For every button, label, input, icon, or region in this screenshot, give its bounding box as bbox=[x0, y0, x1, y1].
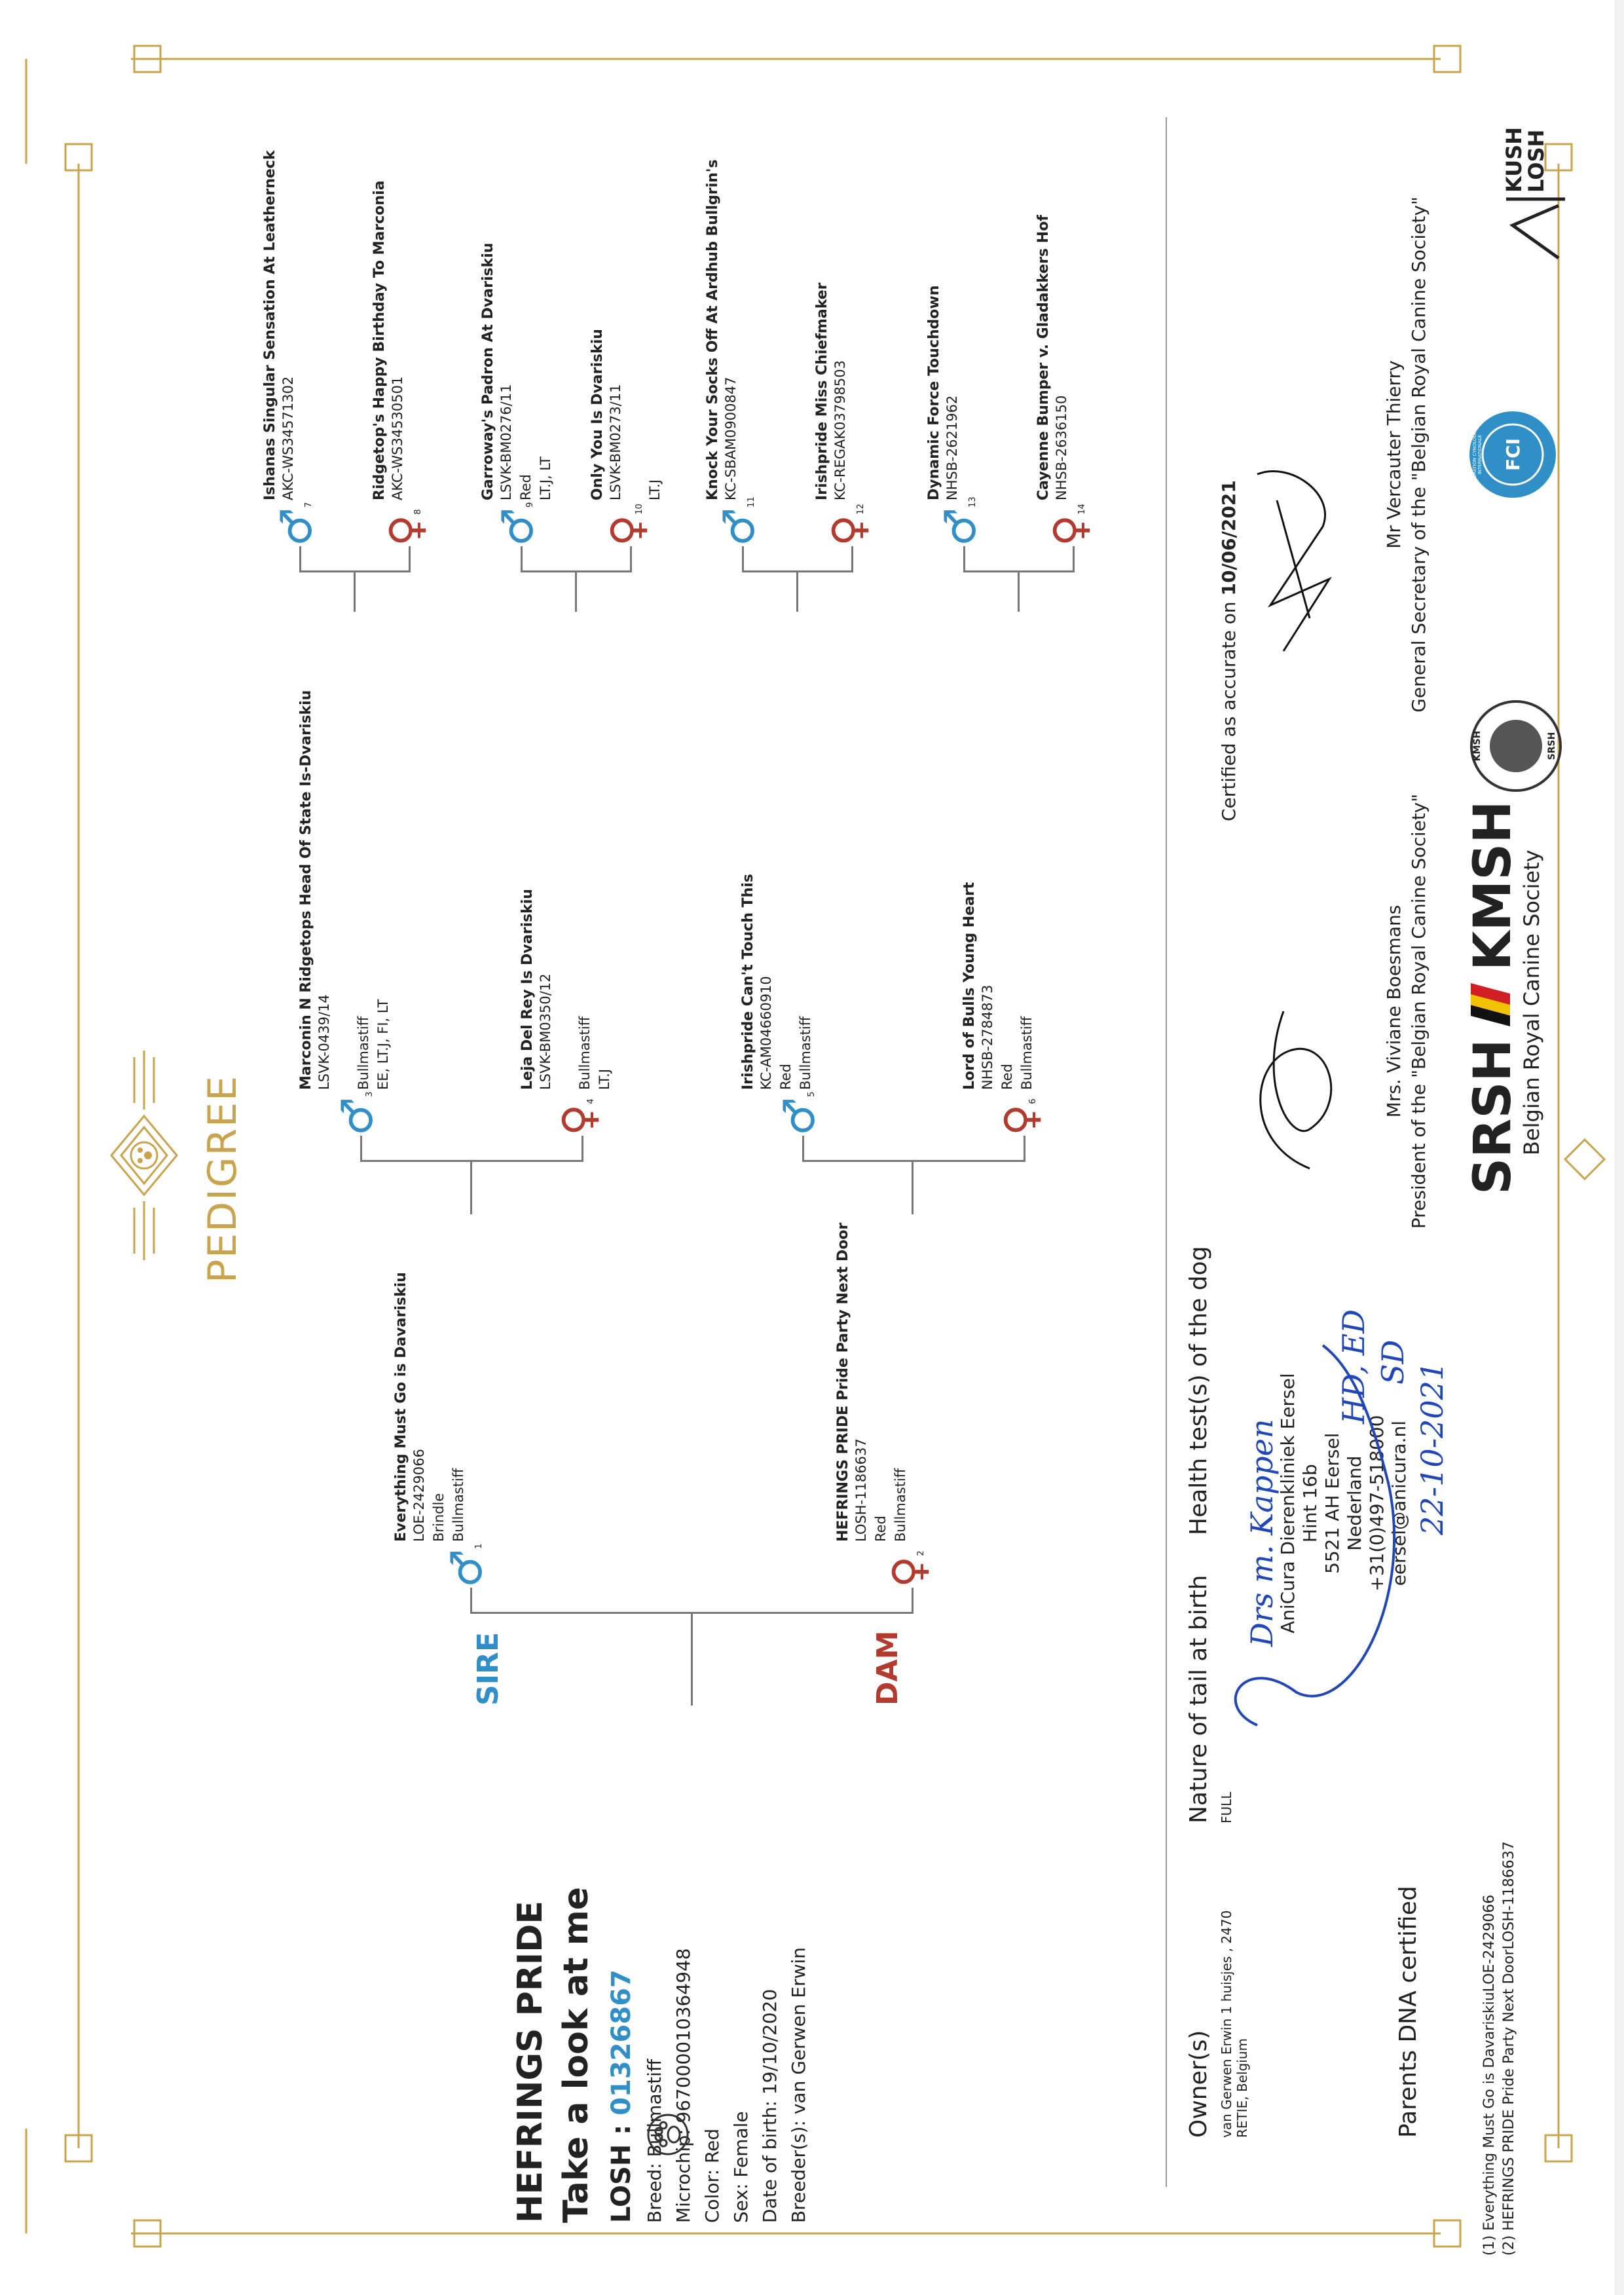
ancestor-12-details: Irishpride Miss Chiefmaker KC-REGAK03798503 bbox=[814, 282, 848, 500]
paw-icon bbox=[645, 2112, 693, 2157]
female-icon: ♀ bbox=[883, 1556, 934, 1588]
certified-text: Certified as accurate on 10/06/2021 bbox=[1218, 480, 1240, 821]
microchip: Microchip: 967000010364948 bbox=[673, 1948, 694, 2223]
ancestor-9-details: Garroway's Padron At Dvariskiu LSVK-BM0276/11 Red LT.J, LT bbox=[480, 242, 553, 500]
ancestor-14-details: Cayenne Bumper v. Gladakkers Hof NHSB-2636150 bbox=[1035, 215, 1069, 500]
sire-label: SIRE bbox=[471, 1632, 505, 1706]
vet-stamp: AniCura Dierenkliniek Eersel Hint 16b 5521 AH Eersel Nederland +31(0)497-518000 eersel@anicura.nl bbox=[1277, 1373, 1410, 1633]
kmsh-seal-top: KMSH bbox=[1472, 730, 1483, 762]
fci-ring-text: FEDERATION CYNOLOGIQUE INTERNATIONALE bbox=[1472, 422, 1483, 487]
srsh-kmsh-logo: SRSH KMSH Belgian Royal Canine Society bbox=[1464, 800, 1544, 1195]
sex: Sex: Female bbox=[730, 2111, 752, 2223]
male-icon: ♂ bbox=[774, 1096, 824, 1136]
president-block bbox=[1382, 749, 1431, 1273]
health-section bbox=[1185, 1246, 1212, 1535]
ancestor-13: ♂13 bbox=[935, 496, 986, 546]
female-icon: ♀ bbox=[380, 514, 431, 546]
kmsh-seal bbox=[1467, 697, 1568, 795]
ancestor-4-details: Leja Del Rey Is Dvariskiu LSVK-BM0350/12 Bullmastiff LT.J bbox=[519, 889, 612, 1090]
male-icon: ♂ bbox=[492, 507, 543, 546]
ancestor-2: ♀2 bbox=[883, 1550, 934, 1588]
health-heading: Health test(s) of the dog bbox=[1185, 1246, 1212, 1535]
vet-handwriting-name: Drs m. Kappen bbox=[1244, 1419, 1280, 1647]
dna-parent-2: (2) HEFRINGS PRIDE Pride Party Next DoorLOSH-1186637 bbox=[1501, 1841, 1517, 2256]
tail-value: FULL bbox=[1219, 1791, 1234, 1823]
ancestor-3: ♂3 bbox=[332, 1091, 382, 1136]
male-icon: ♂ bbox=[714, 507, 764, 546]
ancestor-8-details: Ridgetop's Happy Birthday To Marconia AKC-WS34530501 bbox=[371, 180, 405, 500]
ancestor-10-details: Only You Is Dvariskiu LSVK-BM0273/11 LT.J bbox=[589, 329, 663, 500]
vet-handwriting-results: HD, ED bbox=[1336, 1309, 1371, 1424]
srsh-sub: Belgian Royal Canine Society bbox=[1519, 849, 1544, 1155]
ancestor-1-details: Everything Must Go is Davariskiu LOE-2429066 Brindle Bullmastiff bbox=[393, 1272, 466, 1542]
belgian-flag-mark bbox=[1471, 983, 1510, 1026]
owners-section bbox=[1185, 1911, 1250, 2138]
secretary-signature bbox=[1231, 448, 1378, 658]
male-icon: ♂ bbox=[441, 1548, 492, 1588]
vet-handwriting-date: 22-10-2021 bbox=[1414, 1361, 1450, 1535]
losh-label: LOSH : bbox=[606, 2115, 637, 2223]
ancestor-13-details: Dynamic Force Touchdown NHSB-2621962 bbox=[926, 285, 960, 500]
dog-info bbox=[511, 1887, 813, 2223]
ancestor-12: ♀12 bbox=[823, 504, 874, 546]
losh-logo-text: LOSH bbox=[1524, 129, 1549, 193]
color: Color: Red bbox=[701, 2128, 723, 2223]
female-icon: ♀ bbox=[995, 1104, 1046, 1136]
ancestor-3-details: Marconin N Ridgetops Head Of State Is-Dvariskiu LSVK-0439/14 Bullmastiff EE, LT.J, FI, LT bbox=[298, 690, 391, 1090]
ancestor-1: ♂1 bbox=[441, 1543, 492, 1588]
ancestor-6: ♀6 bbox=[995, 1098, 1046, 1136]
owners-line1: van Gerwen Erwin 1 huisjes , 2470 bbox=[1219, 1910, 1234, 2138]
ancestor-4: ♀4 bbox=[553, 1098, 604, 1136]
ancestor-7-details: Ishanas Singular Sensation At Leatherneck AKC-WS34571302 bbox=[262, 150, 296, 500]
president-signature bbox=[1231, 985, 1365, 1182]
breeder: Breeder(s): van Gerwen Erwin bbox=[788, 1947, 809, 2223]
ancestor-8: ♀8 bbox=[380, 509, 431, 546]
date-of-birth: Date of birth: 19/10/2020 bbox=[759, 1988, 781, 2223]
ancestor-2-details: HEFRINGS PRIDE Pride Party Next Door LOSH-1186637 Red Bullmastiff bbox=[835, 1222, 908, 1542]
ancestor-5-details: Irishpride Can't Touch This KC-AM04660910 Red Bullmastiff bbox=[740, 874, 813, 1090]
president-name: Mrs. Viviane Boesmans bbox=[1383, 905, 1405, 1118]
dna-lines bbox=[1480, 1841, 1519, 2256]
secretary-title: General Secretary of the "Belgian Royal Canine Society" bbox=[1408, 196, 1430, 713]
dna-section bbox=[1395, 1886, 1422, 2138]
dam-label: DAM bbox=[871, 1630, 904, 1706]
male-icon: ♂ bbox=[332, 1096, 382, 1136]
pedigree-emblem bbox=[98, 1051, 206, 1260]
vet-handwriting-sd: SD bbox=[1375, 1339, 1411, 1385]
president-title: President of the "Belgian Royal Canine Society" bbox=[1408, 793, 1430, 1229]
ancestor-5: ♂5 bbox=[774, 1091, 824, 1136]
ancestor-14: ♀14 bbox=[1044, 504, 1095, 546]
female-icon: ♀ bbox=[553, 1104, 604, 1136]
ancestor-11: ♂11 bbox=[714, 496, 764, 546]
female-icon: ♀ bbox=[823, 514, 874, 546]
ancestor-10: ♀10 bbox=[602, 504, 652, 546]
owners-heading: Owner(s) bbox=[1185, 2030, 1212, 2138]
kush-losh-logo bbox=[1493, 126, 1581, 265]
vet-signature-scribble bbox=[1218, 1339, 1430, 1732]
ancestor-9: ♂9 bbox=[492, 502, 543, 546]
male-icon: ♂ bbox=[271, 507, 322, 546]
fci-logo bbox=[1467, 409, 1561, 500]
tail-heading: Nature of tail at birth bbox=[1185, 1575, 1212, 1823]
female-icon: ♀ bbox=[1044, 514, 1095, 546]
ancestor-6-details: Lord of Bulls Young Heart NHSB-2784873 Red Bullmastiff bbox=[961, 882, 1035, 1090]
losh-value: 01326867 bbox=[606, 1969, 637, 2116]
losh-number bbox=[606, 1887, 637, 2223]
fci-text: FCI bbox=[1502, 438, 1524, 472]
breed: Breed: Bullmastiff bbox=[644, 2059, 665, 2223]
kennel-name: HEFRINGS PRIDE bbox=[511, 1901, 550, 2223]
pedigree-title: PEDIGREE bbox=[200, 1075, 246, 1283]
ancestor-11-details: Knock Your Socks Off At Ardhub Bullgrin's KC-SBAM0900847 bbox=[705, 159, 739, 500]
secretary-block bbox=[1382, 186, 1431, 723]
kush-text: KUSH bbox=[1502, 126, 1526, 193]
dna-parent-1: (1) Everything Must Go is DavariskiuLOE-2429066 bbox=[1481, 1894, 1498, 2256]
ancestor-7: ♂7 bbox=[271, 502, 322, 546]
female-icon: ♀ bbox=[602, 514, 652, 546]
secretary-name: Mr Vercauter Thierry bbox=[1383, 360, 1405, 549]
owners-line2: RETIE, Belgium bbox=[1234, 2038, 1250, 2138]
kmsh-seal-bottom: SRSH bbox=[1547, 732, 1557, 760]
dog-name: Take a look at me bbox=[557, 1886, 596, 2223]
male-icon: ♂ bbox=[935, 507, 986, 546]
dna-heading: Parents DNA certified bbox=[1395, 1886, 1422, 2138]
